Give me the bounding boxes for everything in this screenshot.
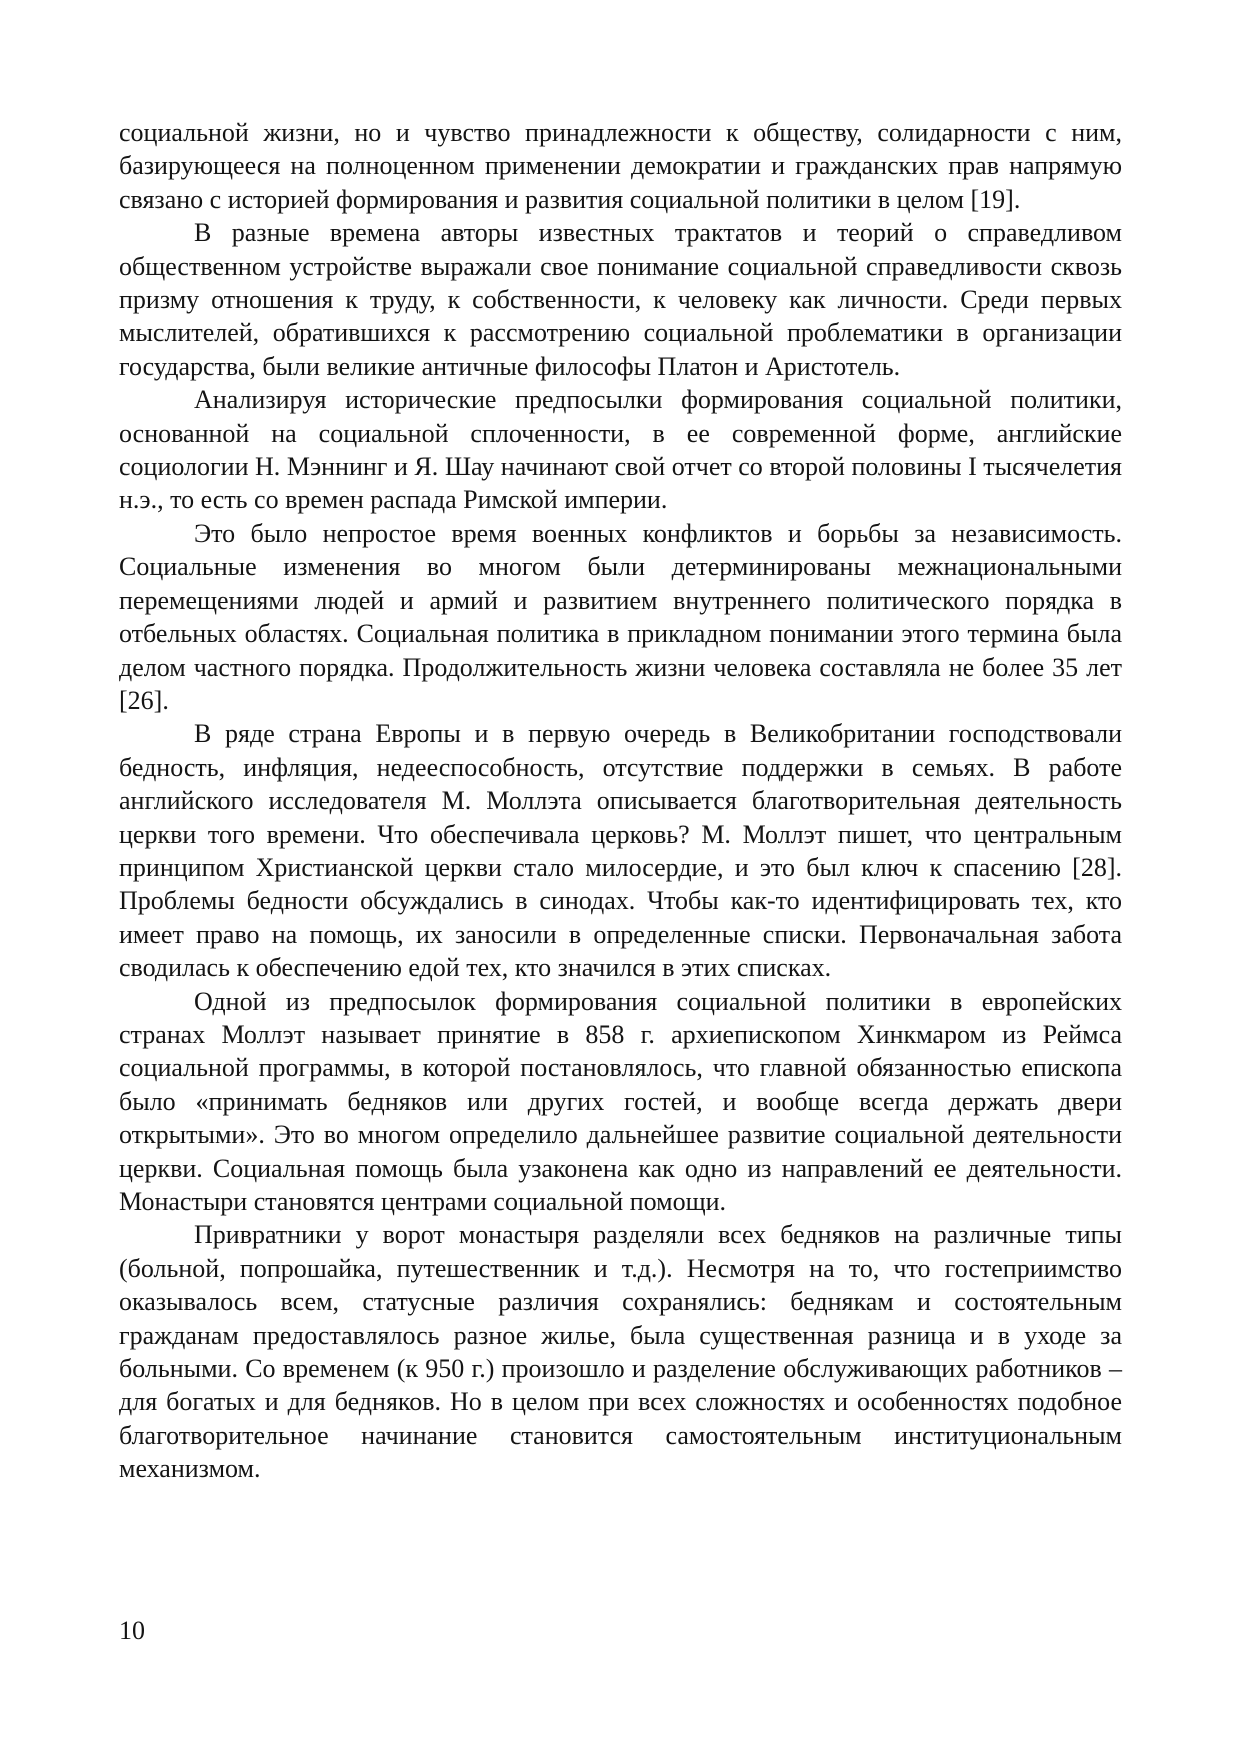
paragraph: Одной из предпосылок формирования социальной политики в европейских странах Моллэт называет принятие в 858 г. архиепископом Хинкмаром из Реймса социальной программы, в которой постановлялось, что главной обязанностью епископа было «принимать бедняков или других гостей, и вообще всегда держать двери открытыми». Это во многом определило дальнейшее развитие социальной деятельности церкви. Социальная помощь была узаконена как одно из направлений ее деятельности. Монастыри становятся центрами социальной помощи.	[119, 986, 1122, 1216]
paragraph: В разные времена авторы известных трактатов и теорий о справедливом общественном устройстве выражали свое понимание социальной справедливости сквозь призму отношения к труду, к собственности, к человеку как личности. Среди первых мыслителей, обратившихся к рассмотрению социальной проблематики в организации государства, были великие античные философы Платон и Аристотель.	[119, 218, 1122, 381]
paragraph: В ряде страна Европы и в первую очередь в Великобритании господствовали бедность, инфляция, недееспособность, отсутствие поддержки в семьях. В работе английского исследователя М. Моллэта описывается благотворительная деятельность церкви того времени. Что обеспечивала церковь? М. Моллэт пишет, что центральным принципом Христианской церкви стало милосердие, и это был ключ к спасению [28]. Проблемы бедности обсуждались в синодах. Чтобы как-то идентифицировать тех, кто имеет право на помощь, их заносили в определенные списки. Первоначальная забота сводилась к обеспечению едой тех, кто значился в этих списках.	[119, 719, 1122, 983]
paragraph-continuation: социальной жизни, но и чувство принадлежности к обществу, солидарности с ним, базирующееся на полноценном применении демократии и гражданских прав напрямую связано с историей формирования и развития социальной политики в целом [19].	[119, 118, 1122, 214]
page-body	[119, 116, 1122, 1486]
paragraph: Анализируя исторические предпосылки формирования социальной политики, основанной на социальной сплоченности, в ее современной форме, английские социологии Н. Мэннинг и Я. Шау начинают свой отчет со второй половины I тысячелетия н.э., то есть со времен распада Римской империи.	[119, 385, 1122, 515]
paragraph: Это было непростое время военных конфликтов и борьбы за независимость. Социальные изменения во многом были детерминированы межнациональными перемещениями людей и армий и развитием внутреннего политического порядка в отбельных областях. Социальная политика в прикладном понимании этого термина была делом частного порядка. Продолжительность жизни человека составляла не более 35 лет [26].	[119, 518, 1122, 715]
paragraph: Привратники у ворот монастыря разделяли всех бедняков на различные типы (больной, попрошайка, путешественник и т.д.). Несмотря на то, что гостеприимство оказывалось всем, статусные различия сохранялись: беднякам и состоятельным гражданам предоставлялось разное жилье, была существенная разница и в уходе за больными. Со временем (к 950 г.) произошло и разделение обслуживающих работников – для богатых и для бедняков. Но в целом при всех сложностях и особенностях подобное благотворительное начинание становится самостоятельным институциональным механизмом.	[119, 1220, 1122, 1484]
page-number: 10	[119, 1616, 145, 1645]
